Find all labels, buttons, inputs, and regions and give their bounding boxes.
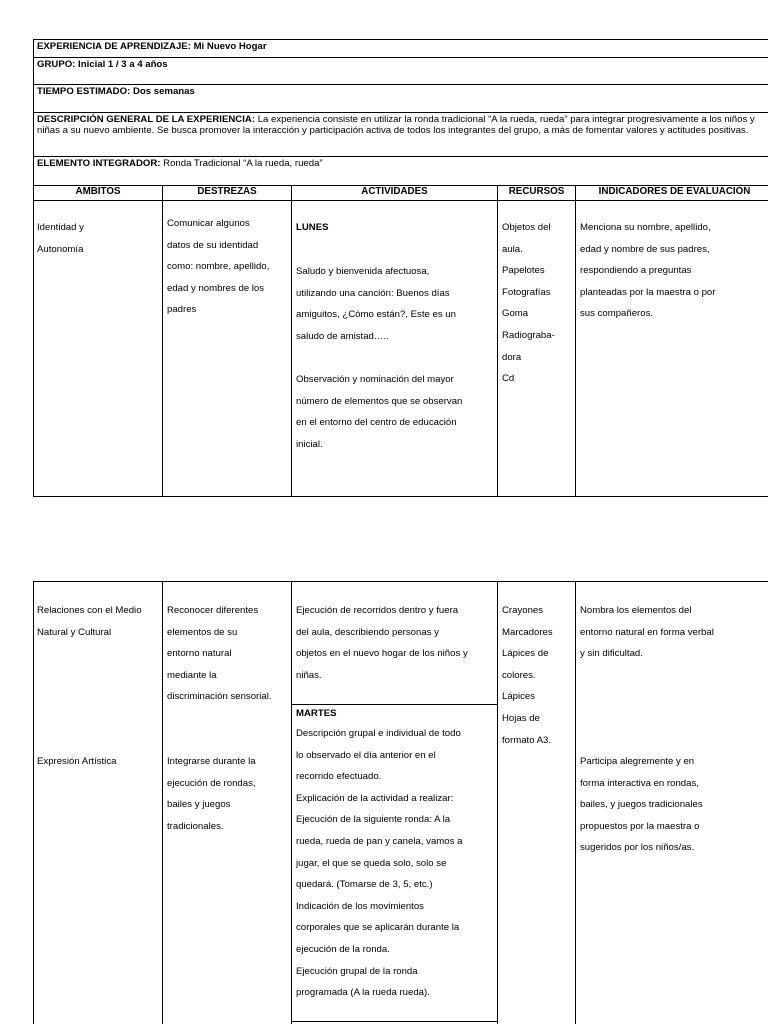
- col-header-actividades: ACTIVIDADES: [361, 186, 428, 197]
- t1-actividad-1: Saludo y bienvenida afectuosa, utilizando una canción: Buenos días amiguitos, ¿Cómo están?, Este es un saludo de amistad…..: [296, 266, 456, 342]
- descripcion-label: DESCRIPCIÓN GENERAL DE LA EXPERIENCIA:: [37, 114, 256, 125]
- t2-actividad-1: Ejecución de recorridos dentro y fuera del aula, describiendo personas y objetos en el nuevo hogar de los niños y niñas.: [296, 605, 468, 681]
- experiencia-value: Mi Nuevo Hogar: [193, 41, 267, 52]
- t1-actividad-2: Observación y nominación del mayor número de elementos que se observan en el entorno del centro de educación inicial.: [296, 374, 463, 450]
- grupo-label: GRUPO:: [37, 59, 76, 70]
- tiempo-row: [33, 84, 768, 112]
- col-header-recursos: RECURSOS: [508, 186, 565, 197]
- experiencia-row: [33, 39, 768, 57]
- grupo-row: [33, 57, 768, 84]
- grid-line: [291, 581, 292, 1024]
- t2-indicador-1: Nombra los elementos del entorno natural en forma verbal y sin dificultad.: [580, 605, 714, 660]
- t2-destreza-1: Reconocer diferentes elementos de su entorno natural mediante la discriminación sensorial.: [167, 605, 272, 703]
- t1-day-label: LUNES: [296, 222, 329, 233]
- elemento-value: Ronda Tradicional “A la rueda, rueda”: [163, 158, 323, 169]
- tiempo-value: Dos semanas: [132, 86, 195, 97]
- elemento-row: [33, 156, 768, 185]
- descripcion-value: La experiencia consiste en utilizar la ronda tradicional “A la rueda, rueda” para integrar progresivamente a los niños y niñas a su nuevo ambiente. Se busca promover la interacción y participación activa de todos los integrantes del grupo, a más de fomentar valores y actitudes positivas.: [37, 114, 755, 136]
- col-header-indicadores: INDICADORES DE EVALUACIÓN: [598, 186, 751, 197]
- t2-ambito-2: Expresión Artística: [37, 756, 117, 767]
- grid-line: [33, 200, 768, 201]
- elemento-label: ELEMENTO INTEGRADOR:: [37, 158, 161, 169]
- t1-destreza: Comunicar algunos datos de su identidad como: nombre, apellido, edad y nombres de los padres: [167, 218, 270, 316]
- t2-indicador-2: Participa alegremente y en forma interactiva en rondas, bailes, y juegos tradicionales propuestos por la maestra o sugeridos por los niños/as.: [580, 756, 703, 854]
- grid-line: [497, 581, 498, 1024]
- t1-indicador: Menciona su nombre, apellido, edad y nombre de sus padres, respondiendo a preguntas planteadas por la maestra o por sus compañeros.: [580, 222, 716, 320]
- grid-line: [162, 185, 163, 497]
- t2-destreza-2: Integrarse durante la ejecución de rondas, bailes y juegos tradicionales.: [167, 756, 256, 832]
- t1-ambito: Identidad y Autonomía: [37, 222, 84, 255]
- t2-recursos: Crayones Marcadores Lápices de colores. Lápices Hojas de formato A3.: [502, 605, 553, 746]
- descripcion-row: [33, 112, 768, 156]
- t2-day-label: MARTES: [296, 708, 337, 719]
- grid-line: [162, 581, 163, 1024]
- grupo-value: Inicial 1 / 3 a 4 años: [78, 59, 168, 70]
- grid-line: [33, 581, 768, 582]
- grid-line: [575, 185, 576, 497]
- grid-line: [575, 581, 576, 1024]
- col-header-ambitos: AMBITOS: [75, 186, 121, 197]
- grid-line: [497, 185, 498, 497]
- tiempo-label: TIEMPO ESTIMADO:: [37, 86, 131, 97]
- col-header-destrezas: DESTREZAS: [197, 186, 257, 197]
- t2-ambito-1: Relaciones con el Medio Natural y Cultural: [37, 605, 142, 638]
- grid-line: [291, 1021, 498, 1022]
- grid-line: [291, 185, 292, 497]
- t2-actividad-2: Descripción grupal e individual de todo lo observado el día anterior en el recorrido efectuado. Explicación de la actividad a realizar: Ejecución de la siguiente ronda: A la rueda, rueda de pan y canela, vamos a jugar, el que se queda solo, solo se quedará. (Tomarse de 3, 5, etc.) Indicación de los movimientos corporales que se aplicarán durante la ejecución de la ronda. Ejecución grupal de la ronda programada (A la rueda rueda).: [296, 728, 463, 999]
- grid-line: [33, 581, 34, 1024]
- grid-line: [33, 185, 34, 497]
- experiencia-label: EXPERIENCIA DE APRENDIZAJE:: [37, 41, 191, 52]
- grid-line: [33, 496, 768, 497]
- t1-recursos: Objetos del aula. Papelotes Fotografías Goma Radiograba- dora Cd: [502, 222, 555, 385]
